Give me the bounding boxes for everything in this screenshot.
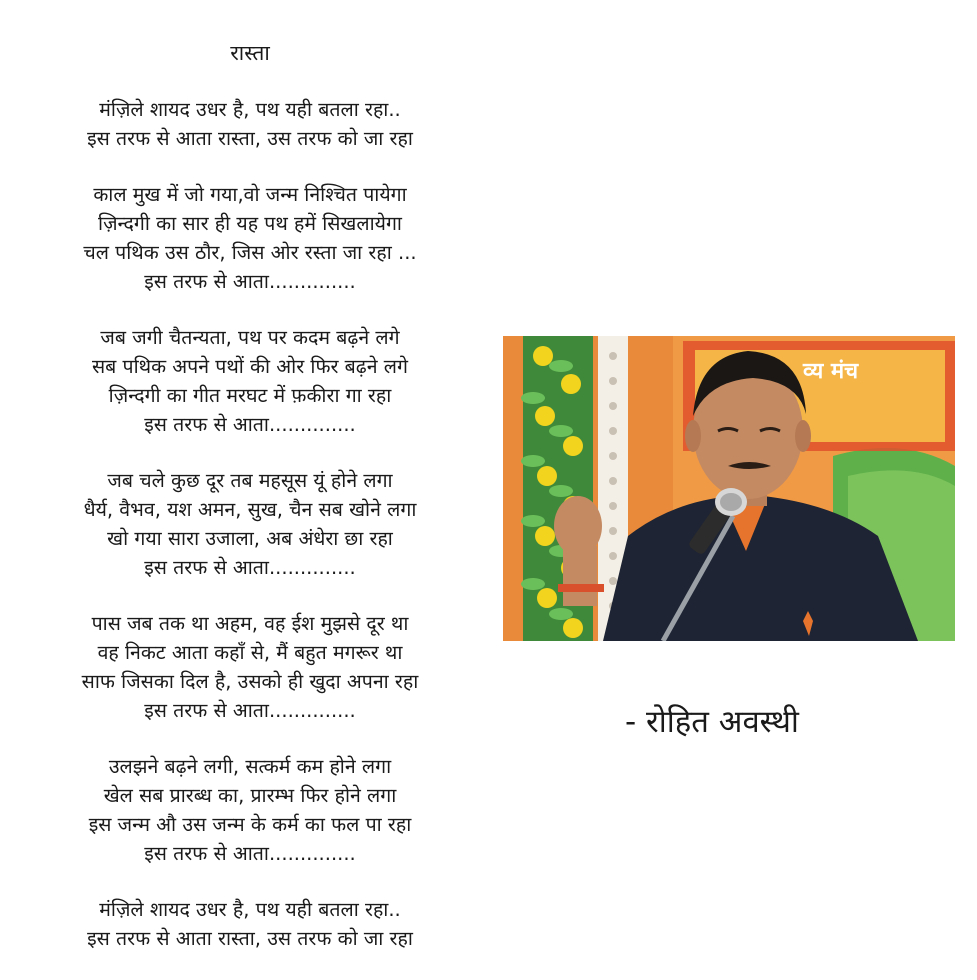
poem-line: इस जन्म औ उस जन्म के कर्म का फल पा रहा	[88, 813, 412, 836]
poem-title: रास्ता	[230, 41, 270, 65]
poem-line: साफ जिसका दिल है, उसको ही खुदा अपना रहा	[81, 670, 419, 693]
poem-line: वह निकट आता कहाँ से, मैं बहुत मगरूर था	[97, 641, 403, 664]
poem-line: पास जब तक था अहम, वह ईश मुझसे दूर था	[91, 612, 409, 635]
poem-line: उलझने बढ़ने लगी, सत्कर्म कम होने लगा	[108, 755, 392, 778]
poem-line: खेल सब प्रारब्ध का, प्रारम्भ फिर होने लगा	[103, 784, 397, 807]
poem-stanza	[40, 895, 460, 953]
author-name: - रोहित अवस्थी	[625, 704, 799, 740]
poem-line: इस तरफ से आता..............	[144, 270, 356, 293]
poem-stanza	[40, 609, 460, 725]
poem-stanza	[40, 752, 460, 868]
poem-line: जब चले कुछ दूर तब महसूस यूं होने लगा	[107, 469, 393, 492]
poem-line: मंज़िले शायद उधर है, पथ यही बतला रहा..	[99, 898, 401, 921]
poem-line: सब पथिक अपने पथों की ओर फिर बढ़ने लगे	[92, 355, 408, 378]
poem-stanzas	[40, 95, 460, 953]
poem-line: इस तरफ से आता..............	[144, 556, 356, 579]
poem-stanza	[40, 95, 460, 153]
poem-line: ज़िन्दगी का सार ही यह पथ हमें सिखलायेगा	[98, 212, 402, 235]
poem-line: खो गया सारा उजाला, अब अंधेरा छा रहा	[107, 527, 393, 550]
poem	[40, 38, 460, 980]
poem-line: इस तरफ से आता..............	[144, 842, 356, 865]
poem-line: ज़िन्दगी का गीत मरघट में फ़कीरा गा रहा	[108, 384, 392, 407]
poem-line: काल मुख में जो गया,वो जन्म निश्चित पायेगा	[93, 183, 407, 206]
poem-line: जब जगी चैतन्यता, पथ पर कदम बढ़ने लगे	[100, 326, 400, 349]
poem-stanza	[40, 180, 460, 296]
poem-line: इस तरफ से आता..............	[144, 413, 356, 436]
poem-line: इस तरफ से आता रास्ता, उस तरफ को जा रहा	[87, 927, 413, 950]
poem-line: मंज़िले शायद उधर है, पथ यही बतला रहा..	[99, 98, 401, 121]
poem-stanza	[40, 466, 460, 582]
poem-stanza	[40, 323, 460, 439]
poem-line: इस तरफ से आता..............	[144, 699, 356, 722]
poem-line: चल पथिक उस ठौर, जिस ओर रस्ता जा रहा ...	[83, 241, 417, 264]
author-photo-illustration	[503, 336, 955, 641]
banner-text: व्य मंच	[803, 358, 859, 384]
poem-line: इस तरफ से आता रास्ता, उस तरफ को जा रहा	[87, 127, 413, 150]
poem-line: धैर्य, वैभव, यश अमन, सुख, चैन सब खोने लगा	[83, 498, 417, 521]
author-photo	[503, 336, 955, 641]
